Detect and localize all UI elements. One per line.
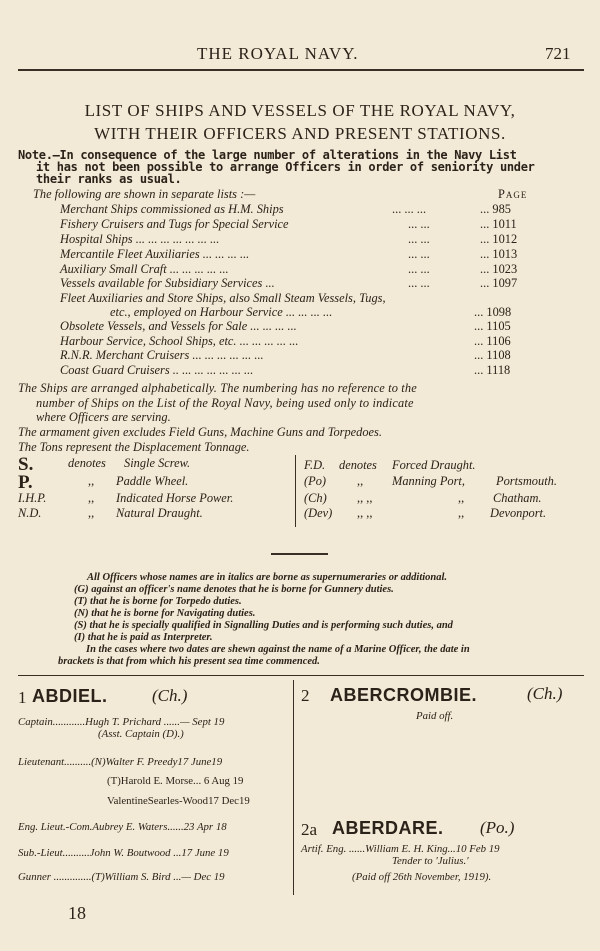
officer-row: ValentineSearles-Wood17 Dec19 (107, 795, 250, 807)
abbrev-key: N.D. (18, 506, 42, 520)
list-item: Hospital Ships ... ... ... ... ... ... ... (60, 232, 220, 246)
note-line: In the cases where two dates are shewn against the name of a Marine Officer, the date in (86, 644, 470, 655)
ship-name: ABERDARE. (332, 818, 444, 838)
abbrev-key: I.H.P. (18, 491, 47, 505)
running-title: THE ROYAL NAVY. (197, 44, 359, 63)
abbrev-value: Portsmouth. (496, 474, 557, 488)
page-ref: 1118 (486, 363, 511, 377)
officer-row: Sub.-Lieut..........John W. Boutwood ...17 June 19 (18, 847, 229, 859)
list-item-page: ... 1105 (474, 319, 511, 333)
abbrev-mid: ,, (458, 506, 465, 520)
list-item: Harbour Service, School Ships, etc. ... ... ... ... ... (60, 334, 299, 348)
list-item-page: ... 1023 (480, 262, 518, 276)
abbrev-value: Devonport. (490, 506, 547, 520)
para-1-line-2: number of Ships on the List of the Royal Navy, being used only to indicate (36, 396, 414, 410)
para-1-line-1: The Ships are arranged alphabetically. The numbering has no reference to the (18, 381, 417, 395)
ship-number: 1 (18, 688, 27, 707)
list-item-page: ... 1118 (474, 363, 511, 377)
list-item: etc., employed on Harbour Service ... ... ... ... (110, 305, 333, 319)
ship-name: ABERCROMBIE. (330, 685, 478, 705)
list-item-page: ... 1013 (480, 247, 518, 261)
page-ref: 1097 (492, 276, 518, 290)
page-ref: 985 (492, 202, 511, 216)
abbrev-key: (Dev) (304, 506, 333, 520)
abbrev-mid: ,, (458, 491, 465, 505)
list-item-dots: ... ... (408, 276, 430, 290)
list-item: Fleet Auxiliaries and Store Ships, also Small Steam Vessels, Tugs, (60, 291, 386, 305)
ship-name: ABDIEL. (32, 686, 108, 706)
note-line: All Officers whose names are in italics are borne as supernumeraries or additional. (87, 572, 448, 583)
para-3: The Tons represent the Displacement Tonnage. (18, 440, 250, 454)
list-item-dots: ... ... (408, 232, 430, 246)
note-line-3: their ranks as usual. (36, 172, 182, 186)
section-rule (271, 553, 328, 555)
page-ref: 1012 (492, 232, 518, 246)
list-item-dots: ... ... (408, 247, 430, 261)
heading-line-1: LIST OF SHIPS AND VESSELS OF THE ROYAL NAVY, (84, 101, 516, 120)
abbrev-mark: ,, (88, 474, 95, 488)
list-item: Coast Guard Cruisers .. ... ... ... ... ... ... (60, 363, 254, 377)
tender-note: Tender to 'Julius.' (392, 855, 469, 867)
list-item: Auxiliary Small Craft ... ... ... ... ... (60, 262, 229, 276)
abbrev-mark: ,, (357, 474, 364, 488)
list-item-page: ... 1097 (480, 276, 518, 290)
abbrev-mark: ,, (88, 506, 95, 520)
list-item-page: ... 1012 (480, 232, 518, 246)
note-line: (T) that he is borne for Torpedo duties. (74, 596, 242, 607)
header-rule (18, 69, 584, 71)
abbrev-mark: ,, ,, (357, 506, 373, 520)
list-item-dots: ... ... (408, 217, 430, 231)
list-item: Merchant Ships commissioned as H.M. Ships (60, 202, 284, 216)
abbrev-value: Single Screw. (124, 456, 191, 470)
officer-row: Eng. Lieut.-Com.Aubrey E. Waters......23 Apr 18 (18, 821, 227, 833)
abbrev-value: Natural Draught. (116, 506, 203, 520)
ship-port: (Po.) (480, 818, 515, 837)
list-item-page: ... 1106 (474, 334, 511, 348)
abbrev-mark: ,, (88, 491, 95, 505)
abbrev-mid: Manning Port, (392, 474, 465, 488)
officer-row: Lieutenant..........(N)Walter F. Preedy17 June19 (18, 756, 223, 768)
page-ref: 1106 (486, 334, 511, 348)
abbrev-mark: denotes (68, 456, 106, 470)
list-item-dots: ... ... ... (392, 202, 427, 216)
abbrev-mark: ,, ,, (357, 491, 373, 505)
page-ref: 1013 (492, 247, 518, 261)
officer-note: (Asst. Captain (D).) (98, 728, 184, 740)
ship-port: (Ch.) (152, 686, 188, 705)
list-item-dots: ... ... (408, 262, 430, 276)
note-line: (I) that he is paid as Interpreter. (74, 632, 213, 643)
page-ref: 1098 (486, 305, 512, 319)
abbrev-key: (Ch) (304, 491, 327, 505)
abbrev-key: (Po) (304, 474, 327, 488)
para-1-line-3: where Officers are serving. (36, 410, 171, 424)
note-line: (S) that he is specially qualified in Signalling Duties and is performing such duties, and (74, 620, 453, 631)
abbrev-mark: denotes (339, 458, 377, 472)
abbrev-value: Chatham. (493, 491, 542, 505)
abbrev-key: S. (18, 454, 34, 475)
page-number: 721 (545, 44, 571, 63)
list-item-page: ... 1098 (474, 305, 512, 319)
list-item-page: ... 985 (480, 202, 511, 216)
officer-row: Captain............Hugh T. Prichard ......— Sept 19 (18, 716, 225, 728)
page-ref: 1011 (492, 217, 517, 231)
page-ref: 1105 (486, 319, 511, 333)
heading-line-2: WITH THEIR OFFICERS AND PRESENT STATIONS. (94, 124, 506, 143)
note-line: (G) against an officer's name denotes that he is borne for Gunnery duties. (74, 584, 394, 595)
list-item: Fishery Cruisers and Tugs for Special Service (60, 217, 289, 231)
ship-number: 2 (301, 686, 310, 705)
paid-off-note: (Paid off 26th November, 1919). (352, 871, 492, 883)
list-item: Vessels available for Subsidiary Services ... (60, 276, 275, 290)
column-divider (293, 680, 294, 895)
ship-status: Paid off. (416, 710, 454, 722)
note-line: brackets is that from which his present sea time commenced. (58, 656, 320, 667)
ship-number: 2a (301, 820, 318, 839)
note-line-1: Note.—In consequence of the large number of alterations in the Navy List (18, 148, 517, 162)
abbrev-value: Indicated Horse Power. (116, 491, 234, 505)
para-2: The armament given excludes Field Guns, Machine Guns and Torpedoes. (18, 425, 382, 439)
abbrev-key: P. (18, 472, 33, 493)
officer-row: Artif. Eng. ......William E. H. King...10 Feb 19 (301, 843, 500, 855)
signature-mark: 18 (68, 903, 86, 923)
abbrev-value: Paddle Wheel. (116, 474, 189, 488)
abbrev-key: F.D. (304, 458, 326, 472)
page-ref: 1023 (492, 262, 518, 276)
lists-page-label: Page (498, 187, 528, 201)
note-line: (N) that he is borne for Navigating duties. (74, 608, 256, 619)
list-item: Obsolete Vessels, and Vessels for Sale ... ... ... ... (60, 319, 297, 333)
officer-row: Gunner ..............(T)William S. Bird ...— Dec 19 (18, 871, 225, 883)
lists-intro: The following are shown in separate lists :— (33, 187, 256, 201)
page-ref: 1108 (486, 348, 511, 362)
abbrev-divider (295, 455, 296, 527)
abbrev-value: Forced Draught. (392, 458, 476, 472)
note-line-2: it has not been possible to arrange Officers in order of seniority under (36, 160, 535, 174)
list-item-page: ... 1011 (480, 217, 517, 231)
notes-rule (18, 675, 584, 676)
list-item: R.N.R. Merchant Cruisers ... ... ... ... ... ... (60, 348, 264, 362)
officer-row: (T)Harold E. Morse... 6 Aug 19 (107, 775, 244, 787)
ship-port: (Ch.) (527, 684, 563, 703)
list-item-page: ... 1108 (474, 348, 511, 362)
list-item: Mercantile Fleet Auxiliaries ... ... ... ... (60, 247, 250, 261)
